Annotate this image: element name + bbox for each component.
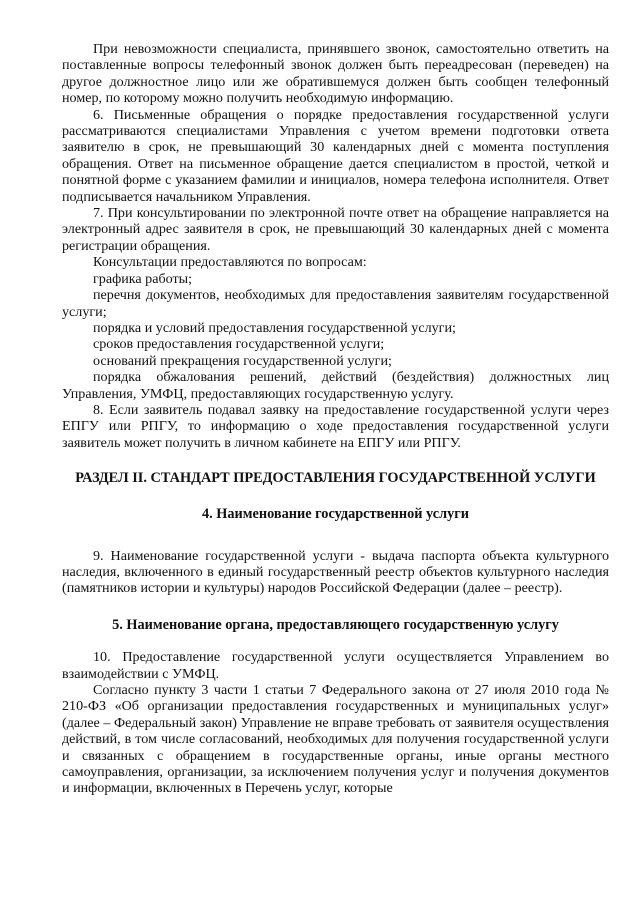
list-item-termination: оснований прекращения государственной услуги;	[93, 352, 392, 369]
list-item-documents: перечня документов, необходимых для предоставления заявителям государственной услуги;	[62, 287, 609, 320]
paragraph-9: 9. Наименование государственной услуги - выдача паспорта объекта культурного наследия, включенного в единый государственный реестр объектов культурного наследия (памятников истории и культуры) народов Российской Федерации (далее – реестр).	[62, 547, 609, 597]
paragraph-10: 10. Предоставление государственной услуги осуществляется Управлением во взаимодействии с УМФЦ.	[62, 649, 609, 682]
paragraph-federal-law: Согласно пункту 3 части 1 статьи 7 Федерального закона от 27 июля 2010 года № 210-ФЗ «Об организации предоставления государственных и муниципальных услуг» (далее – Федеральный закон) Управление не вправе требовать от заявителя осуществления действий, в том числе согласований, необходимых для получения государственной услуги и связанных с обращением в государственные органы, иные органы местного самоуправления, организации, за исключением получения услуг и получения документов и информации, включенных в Перечень услуг, которые	[62, 682, 609, 797]
list-item-appeal: порядка обжалования решений, действий (бездействия) должностных лиц Управления, УМФЦ, предоставляющих государственную услугу.	[62, 369, 609, 402]
paragraph-consultation-topics: Консультации предоставляются по вопросам:	[93, 254, 367, 271]
subheading-providing-body: 5. Наименование органа, предоставляющего государственную услугу	[112, 616, 559, 633]
paragraph-redirect-call: При невозможности специалиста, принявшего звонок, самостоятельно ответить на поставленные вопросы телефонный звонок должен быть переадресован (переведен) на другое должностное лицо или же обратившемуся должен быть сообщен телефонный номер, по которому можно получить необходимую информацию.	[62, 41, 609, 107]
list-item-schedule: графика работы;	[93, 270, 193, 287]
paragraph-6: 6. Письменные обращения о порядке предоставления государственной услуги рассматриваются специалистами Управления с учетом времени подготовки ответа заявителю в срок, не превышающий 30 календарных дней с момента поступления обращения. Ответ на письменное обращение дается специалистом в простой, четкой и понятной форме с указанием фамилии и инициалов, номера телефона исполнителя. Ответ подписывается начальником Управления.	[62, 106, 609, 205]
list-item-terms: сроков предоставления государственной услуги;	[93, 336, 385, 353]
list-item-procedure: порядка и условий предоставления государственной услуги;	[93, 319, 456, 336]
paragraph-8: 8. Если заявитель подавал заявку на предоставление государственной услуги через ЕПГУ или РПГУ, то информацию о ходе предоставления государственной услуги заявитель может получить в личном кабинете на ЕПГУ или РПГУ.	[62, 401, 609, 451]
subheading-service-name: 4. Наименование государственной услуги	[201, 506, 470, 523]
paragraph-7: 7. При консультировании по электронной почте ответ на обращение направляется на электронный адрес заявителя в срок, не превышающий 30 календарных дней с момента регистрации обращения.	[62, 205, 609, 254]
section-heading: РАЗДЕЛ II. СТАНДАРТ ПРЕДОСТАВЛЕНИЯ ГОСУДАРСТВЕННОЙ УСЛУГИ	[75, 470, 596, 487]
